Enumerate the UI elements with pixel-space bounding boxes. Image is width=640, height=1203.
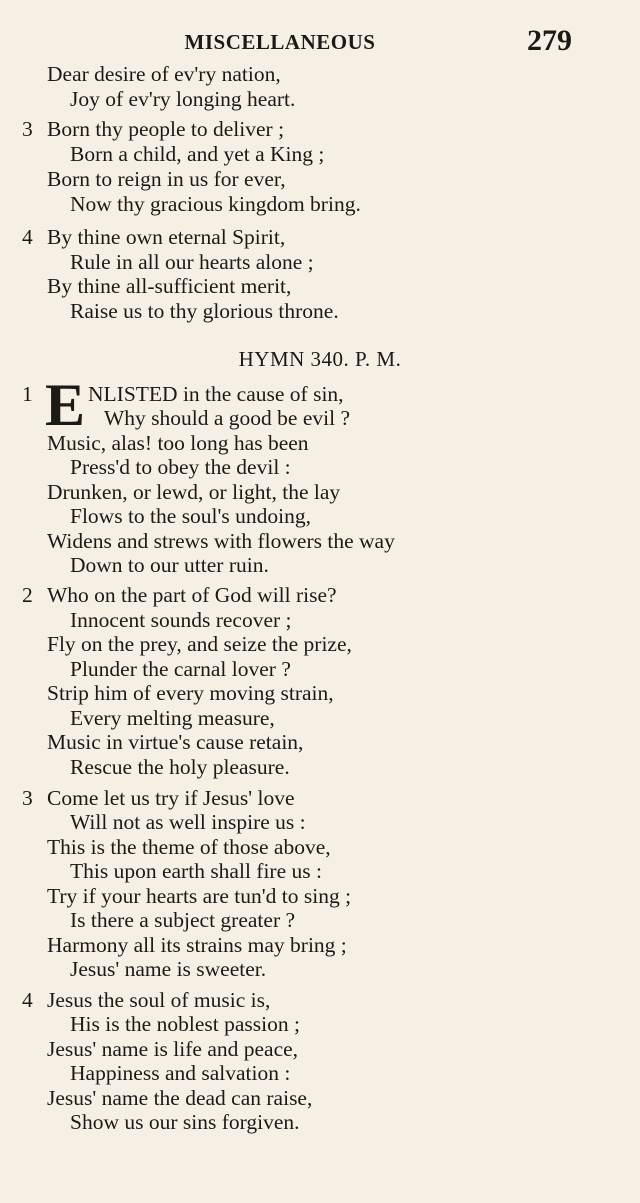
verse-line: Will not as well inspire us : (70, 810, 306, 834)
verse-line: Born to reign in us for ever, (47, 167, 286, 191)
verse-line: Press'd to obey the devil : (70, 455, 291, 479)
verse-line: Raise us to thy glorious throne. (70, 299, 339, 323)
verse-line: Dear desire of ev'ry nation, (47, 62, 281, 86)
verse-line: By thine all-sufficient merit, (47, 274, 292, 298)
verse-line: Music, alas! too long has been (47, 431, 309, 455)
drop-cap: E (45, 372, 86, 438)
verse-line: Music in virtue's cause retain, (47, 730, 304, 754)
verse-line: Joy of ev'ry longing heart. (70, 87, 296, 111)
verse-line: By thine own eternal Spirit, (47, 225, 286, 249)
verse-number: 3 (22, 117, 33, 141)
verse-line: Jesus the soul of music is, (47, 988, 271, 1012)
verse-line: Fly on the prey, and seize the prize, (47, 632, 352, 656)
verse-line: NLISTED in the cause of sin, (88, 382, 344, 406)
verse-line: Plunder the carnal lover ? (70, 657, 291, 681)
page-header (0, 26, 640, 60)
verse-line: Rescue the holy pleasure. (70, 755, 290, 779)
verse-line: Why should a good be evil ? (104, 406, 351, 430)
hymn-title: HYMN 340. P. M. (238, 347, 402, 371)
verse-line: Widens and strews with flowers the way (47, 529, 395, 553)
verse-line: This upon earth shall fire us : (70, 859, 322, 883)
verse-line: Flows to the soul's undoing, (70, 504, 311, 528)
verse-line: Come let us try if Jesus' love (47, 786, 295, 810)
verse-line: Every melting measure, (70, 706, 275, 730)
verse-number: 3 (22, 786, 33, 810)
verse-line: Happiness and salvation : (70, 1061, 291, 1085)
verse-line: Is there a subject greater ? (70, 908, 296, 932)
verse-number: 4 (22, 988, 33, 1012)
verse-line: Jesus' name is sweeter. (70, 957, 267, 981)
verse-line: Rule in all our hearts alone ; (70, 250, 314, 274)
verse-line: Jesus' name the dead can raise, (47, 1086, 313, 1110)
verse-line: Now thy gracious kingdom bring. (70, 192, 361, 216)
verse-line: Down to our utter ruin. (70, 553, 269, 577)
verse-line: This is the theme of those above, (47, 835, 331, 859)
verse-line: Show us our sins forgiven. (70, 1110, 300, 1134)
verse-line: Harmony all its strains may bring ; (47, 933, 347, 957)
verse-line: Strip him of every moving strain, (47, 681, 334, 705)
verse-number: 1 (22, 382, 33, 406)
verse-number: 4 (22, 225, 33, 249)
verse-line: His is the noblest passion ; (70, 1012, 300, 1036)
verse-line: Innocent sounds recover ; (70, 608, 292, 632)
verse-line: Who on the part of God will rise? (47, 583, 337, 607)
verse-line: Born a child, and yet a King ; (70, 142, 325, 166)
verse-line: Jesus' name is life and peace, (47, 1037, 299, 1061)
verse-line: Drunken, or lewd, or light, the lay (47, 480, 341, 504)
verse-number: 2 (22, 583, 33, 607)
page-number: 279 (527, 24, 572, 57)
running-title: MISCELLANEOUS (184, 30, 376, 54)
verse-line: Born thy people to deliver ; (47, 117, 285, 141)
verse-line: Try if your hearts are tun'd to sing ; (47, 884, 352, 908)
